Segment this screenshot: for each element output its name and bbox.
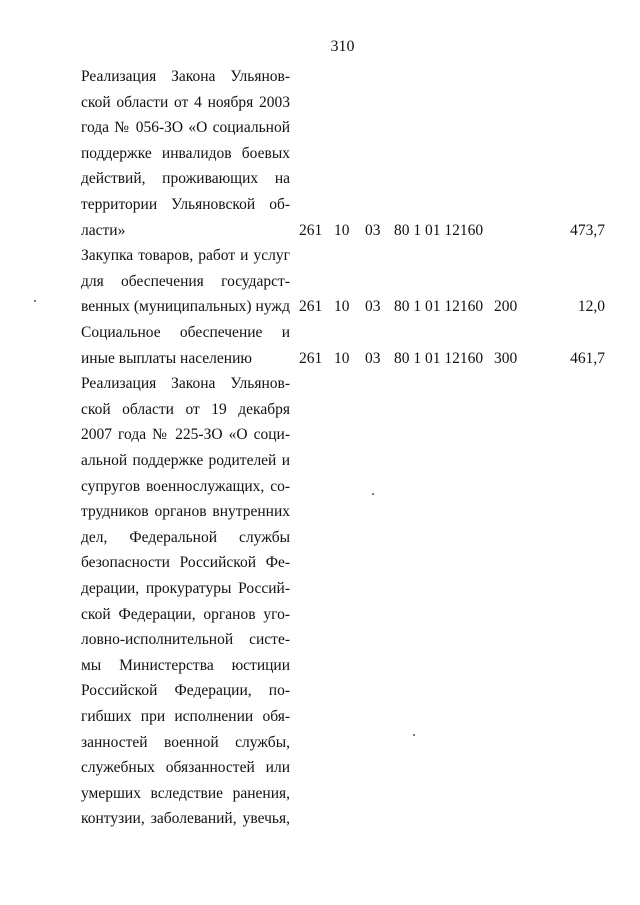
text-line: ской области от 19 декабря [81,400,290,418]
text-line: Закупка товаров, работ и услуг [81,247,290,265]
text-line: занностей военной службы, [81,733,290,751]
row-amount: 12,0 [577,298,605,316]
text-line: действий, проживающих на [81,170,290,188]
text-line: иные выплаты населению [81,349,252,367]
row-section: 10 [334,298,350,316]
text-line: трудников органов внутренних [81,503,290,521]
row-code: 261 [299,349,323,367]
text-line: альной поддержке родителей и [81,452,290,469]
text-line: для обеспечения государст- [81,272,290,290]
row-section: 10 [334,221,350,239]
row-subsection: 03 [365,221,381,239]
text-line: умерших вследствие ранения, [81,784,290,802]
text-line: года № 056-ЗО «О социальной [81,119,290,137]
row-target-article: 80 1 01 12160 [394,298,484,316]
row-amount: 461,7 [570,349,605,367]
row-code: 261 [299,298,323,316]
scan-speck [34,300,36,302]
text-line: ской области от 4 ноября 2003 [81,93,290,111]
text-line: супругов военнослужащих, со- [81,477,290,495]
text-line: безопасности Российской Фе- [81,554,290,572]
row-subsection: 03 [365,298,381,316]
row-expense-type: 200 [494,298,518,316]
text-line: территории Ульяновской об- [81,196,290,213]
text-line: Социальное обеспечение и [81,324,290,341]
text-line: венных (муниципальных) нужд [81,298,290,316]
text-line: мы Министерства юстиции [81,656,290,674]
text-line: ловно-исполнительной систе- [81,631,290,649]
text-line: Реализация Закона Ульянов- [81,375,290,393]
row-subsection: 03 [365,349,381,367]
scan-speck [413,734,415,736]
text-line: дел, Федеральной службы [81,528,290,546]
scan-speck [372,493,374,495]
text-line: контузии, заболеваний, увечья, [81,810,290,828]
page-number: 310 [330,38,355,55]
row-amount: 473,7 [570,221,605,239]
text-line: Реализация Закона Ульянов- [81,68,290,85]
row-target-article: 80 1 01 12160 [394,349,484,367]
text-line: Российской Федерации, по- [81,682,290,700]
text-line: дерации, прокуратуры Россий- [81,580,290,597]
text-line: поддержке инвалидов боевых [81,144,290,162]
row-target-article: 80 1 01 12160 [394,221,484,239]
row-expense-type: 300 [494,349,518,367]
text-line: ласти» [81,221,126,239]
text-line: 2007 года № 225-ЗО «О соци- [81,426,290,444]
text-line: гибших при исполнении обя- [81,708,290,725]
text-line: ской Федерации, органов уго- [81,605,290,623]
row-code: 261 [299,221,323,239]
text-line: служебных обязанностей или [81,759,290,777]
row-section: 10 [334,349,350,367]
